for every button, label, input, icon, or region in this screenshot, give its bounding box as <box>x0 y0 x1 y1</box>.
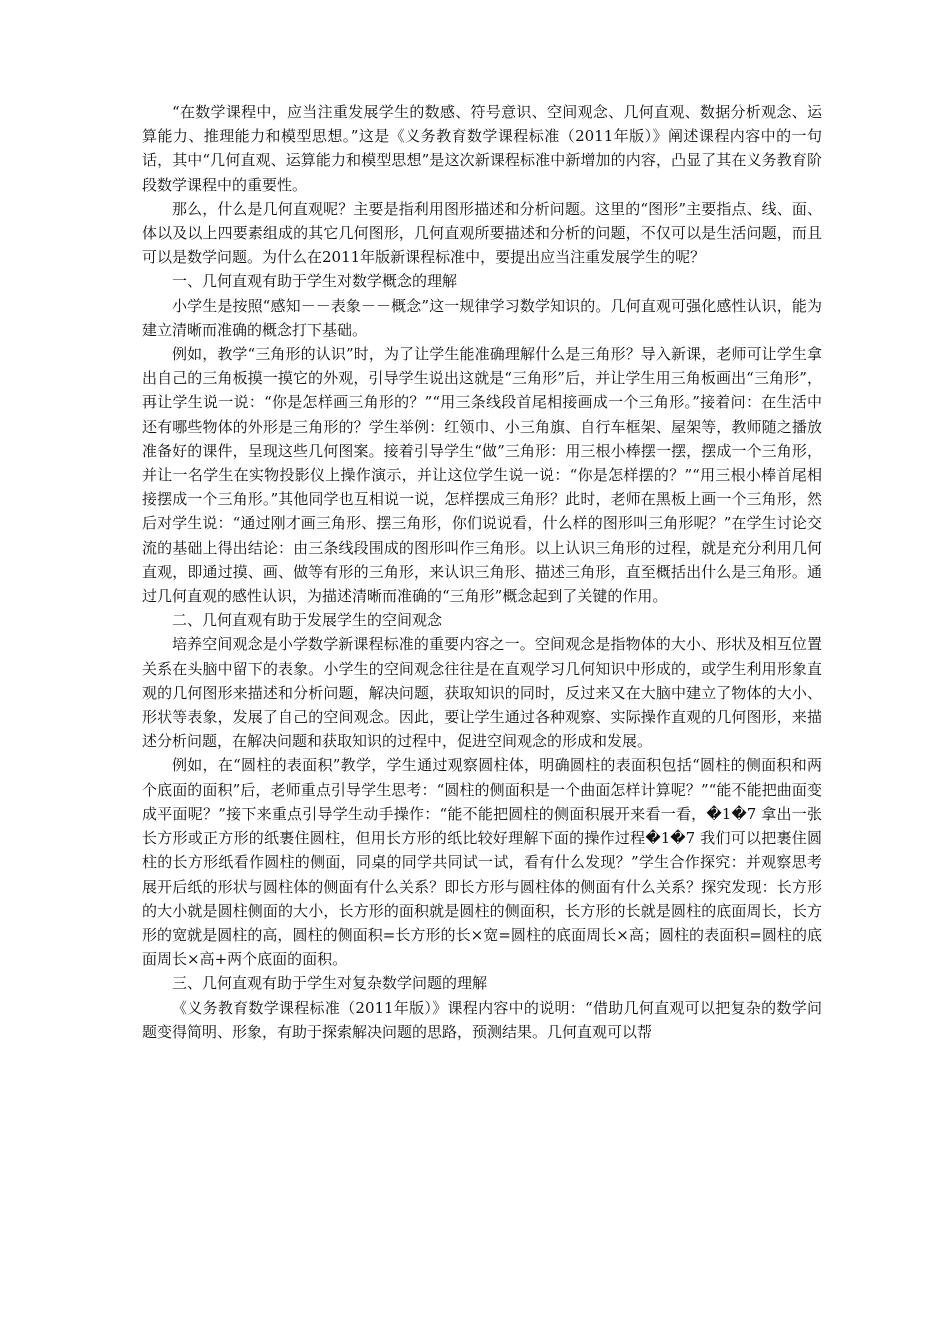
example-paragraph-triangle: 例如，教学“三角形的认识”时，为了让学生能准确理解什么是三角形？导入新课，老师可让学生拿出自己的三角板摸一摸它的外观，引导学生说出这就是“三角形”后，并让学生用三角板画出“三角形”，再让学生说一说：“你是怎样画三角形的？”“用三条线段首尾相接画成一个三角形。”接着问：在生活中还有哪些物体的外形是三角形的？学生举例：红领巾、小三角旗、自行车框架、屋架等，教师随之播放准备好的课件，呈现这些几何图案。接着引导学生“做”三角形：用三根小棒摆一摆，摆成一个三角形，并让一名学生在实物投影仪上操作演示，并让这位学生说一说：“你是怎样摆的？”“用三根小棒首尾相接摆成一个三角形。”其他同学也互相说一说，怎样摆成三角形？此时，老师在黑板上画一个三角形，然后对学生说：“通过刚才画三角形、摆三角形，你们说说看，什么样的图形叫三角形呢？”在学生讨论交流的基础上得出结论：由三条线段围成的图形叫作三角形。以上认识三角形的过程，就是充分利用几何直观，即通过摸、画、做等有形的三角形，来认识三角形、描述三角形，直至概括出什么是三角形。通过几何直观的感性认识，为描述清晰而准确的“三角形”概念起到了关键的作用。 <box>142 345 822 606</box>
example-paragraph-cylinder: 例如，在“圆柱的表面积”教学，学生通过观察圆柱体，明确圆柱的表面积包括“圆柱的侧面积和两个底面的面积”后，老师重点引导学生思考：“圆柱的侧面积是一个曲面怎样计算呢？”“能不能把曲面变成平面呢？”接下来重点引导学生动手操作：“能不能把圆柱的侧面积展开来看一看，�1�7 拿出一张长方形或正方形的纸裹住圆柱，但用长方形的纸比较好理解下面的操作过程�1�7 我们可以把裹住圆柱的长方形纸看作圆柱的侧面，同桌的同学共同试一试，看有什么发现？”学生合作探究：并观察思考展开后纸的形状与圆柱体的侧面有什么关系？即长方形与圆柱体的侧面有什么关系？探究发现：长方形的大小就是圆柱侧面的大小，长方形的面积就是圆柱的侧面积，长方形的长就是圆柱的底面周长，长方形的宽就是圆柱的高，圆柱的侧面积=长方形的长×宽=圆柱的底面周长×高；圆柱的表面积=圆柱的底面周长×高+两个底面的面积。 <box>142 756 822 969</box>
intro-paragraph: “在数学课程中，应当注重发展学生的数感、符号意识、空间观念、几何直观、数据分析观念、运算能力、推理能力和模型思想。”这是《义务教育数学课程标准（2011年版）》阐述课程内容中的一句话，其中“几何直观、运算能力和模型思想”是这次新课程标准中新增加的内容，凸显了其在义务教育阶段数学课程中的重要性。 <box>142 103 822 194</box>
section-heading-3: 三、几何直观有助于学生对复杂数学问题的理解 <box>172 974 488 993</box>
document-body <box>142 100 822 1044</box>
body-paragraph: 培养空间观念是小学数学新课程标准的重要内容之一。空间观念是指物体的大小、形状及相互位置关系在头脑中留下的表象。小学生的空间观念往往是在直观学习几何知识中形成的，或学生利用形象直观的几何图形来描述和分析问题，解决问题，获取知识的同时，反过来又在大脑中建立了物体的大小、形状等表象，发展了自己的空间观念。因此，要让学生通过各种观察、实际操作直观的几何图形，来描述分析问题，在解决问题和获取知识的过程中，促进空间观念的形成和发展。 <box>142 635 822 751</box>
section-heading-2: 二、几何直观有助于发展学生的空间观念 <box>172 611 443 630</box>
body-paragraph: 《义务教育数学课程标准（2011年版）》课程内容中的说明：“借助几何直观可以把复杂的数学问题变得简明、形象，有助于探索解决问题的思路，预测结果。几何直观可以帮 <box>142 998 822 1041</box>
body-paragraph: 小学生是按照“感知－－表象－－概念”这一规律学习数学知识的。几何直观可强化感性认识，能为建立清晰而准确的概念打下基础。 <box>142 296 822 339</box>
definition-paragraph: 那么，什么是几何直观呢？主要是指利用图形描述和分析问题。这里的“图形”主要指点、线、面、体以及以上四要素组成的其它几何图形，几何直观所要描述和分析的问题，不仅可以是生活问题，而且可以是数学问题。为什么在2011年版新课程标准中，要提出应当注重发展学生的呢？ <box>142 199 822 267</box>
section-heading-1: 一、几何直观有助于学生对数学概念的理解 <box>172 272 458 291</box>
